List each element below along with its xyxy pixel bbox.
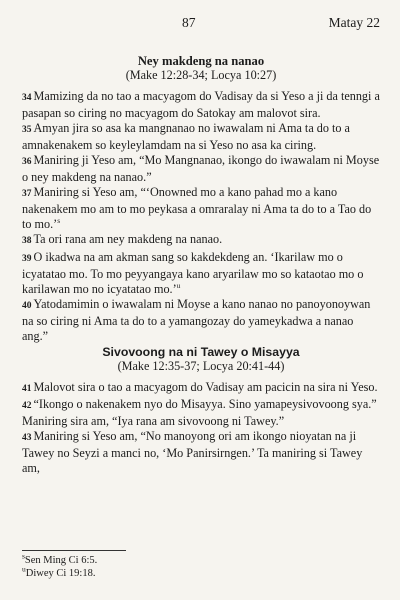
footnote-marker: s bbox=[57, 216, 61, 226]
verse-text: Amyan jira so asa ka mangnanao no iwawalam ni Ama ta do to a amnakenakem so keyleylamdam na si Yeso no asa ka ciring. bbox=[22, 121, 350, 153]
verse bbox=[22, 121, 380, 153]
verse-number: 40 bbox=[22, 300, 32, 311]
verse-text: O ikadwa na am akman sang so kakdekdeng an. ‘Ikarilaw mo o icyatatao mo. To mo peyyangaya kano aryarilaw mo so kataotao mo o karilawan mo no icyatatao mo.’ bbox=[22, 249, 364, 296]
page-body bbox=[22, 54, 380, 476]
verse bbox=[22, 250, 380, 297]
verse-text: “Ikongo o nakenakem nyo do Misayya. Sino yamapeysivovoong sya.” Maniring sira am, “Iya rana am sivovoong ni Tawey.” bbox=[22, 396, 377, 428]
footnote-mark: u bbox=[22, 564, 26, 574]
section-1 bbox=[22, 54, 380, 344]
page-header bbox=[0, 10, 400, 30]
verse bbox=[22, 153, 380, 185]
verse-number: 38 bbox=[22, 236, 32, 247]
verse-number: 39 bbox=[22, 253, 32, 264]
verse-text: Mamizing da no tao a macyagom do Vadisay da si Yeso a ji da tenngi a pasapan so ciring no macyagom do Satokay am malovot sira. bbox=[22, 89, 380, 121]
running-head: Matay 22 bbox=[328, 15, 380, 30]
section-heading: Sivovoong na ni Tawey o Misayya bbox=[102, 344, 300, 359]
verse-text: Malovot sira o tao a macyagom do Vadisay am pacicin na sira ni Yeso. bbox=[33, 379, 378, 394]
footnote bbox=[22, 551, 382, 567]
verse bbox=[22, 297, 380, 344]
section-2 bbox=[22, 345, 380, 476]
footnote bbox=[22, 564, 382, 580]
verse-text: Ta ori rana am ney makdeng na nanao. bbox=[33, 232, 223, 247]
verse-number: 41 bbox=[22, 383, 32, 394]
footnote-divider bbox=[22, 550, 126, 551]
section-reference: (Make 12:35-37; Locya 20:41-44) bbox=[117, 358, 285, 373]
verse-text: Yatodamimin o iwawalam ni Moyse a kano nanao no panoyonoywan na so ciring ni Ama ta do to a yamangozay do yameykadwa a nanao ang.” bbox=[22, 296, 371, 343]
verse-text: Maniring si Yeso am, “No manoyong ori am ikongo nioyatan na ji Tawey no Seyzi a manci no, ‘Mo Panirsirngen.’ Ta maniring si Tawey am, bbox=[22, 428, 363, 476]
verse bbox=[22, 89, 380, 121]
footnote-marker: u bbox=[176, 280, 181, 290]
verse-number: 37 bbox=[22, 189, 32, 200]
verse bbox=[22, 397, 380, 429]
footnotes bbox=[22, 551, 382, 580]
verse-number: 35 bbox=[22, 125, 32, 136]
verse bbox=[22, 429, 380, 476]
verse bbox=[22, 380, 380, 397]
footnote-text: Diwey Ci 19:18. bbox=[25, 568, 96, 579]
verse-text: Maniring si Yeso am, “‘Onowned mo a kano pahad mo a kano nakenakem mo am to mo peykasa a omraralay ni Ama ta do to a Tao do to mo.’ bbox=[22, 185, 372, 232]
verse-number: 42 bbox=[22, 400, 32, 411]
verse-number: 34 bbox=[22, 93, 32, 104]
page-number: 87 bbox=[182, 15, 196, 30]
footnote-mark: s bbox=[22, 551, 25, 561]
verse-number: 36 bbox=[22, 157, 32, 168]
footnote-text: Sen Ming Ci 6:5. bbox=[24, 555, 98, 566]
verse bbox=[22, 185, 380, 232]
verse bbox=[22, 232, 380, 249]
verse-number: 43 bbox=[22, 432, 32, 443]
section-reference: (Make 12:28-34; Locya 10:27) bbox=[125, 68, 277, 82]
section-heading: Ney makdeng na nanao bbox=[137, 54, 265, 68]
verse-text: Maniring ji Yeso am, “Mo Mangnanao, ikongo do iwawalam ni Moyse o ney makdeng na nanao.” bbox=[22, 153, 380, 185]
